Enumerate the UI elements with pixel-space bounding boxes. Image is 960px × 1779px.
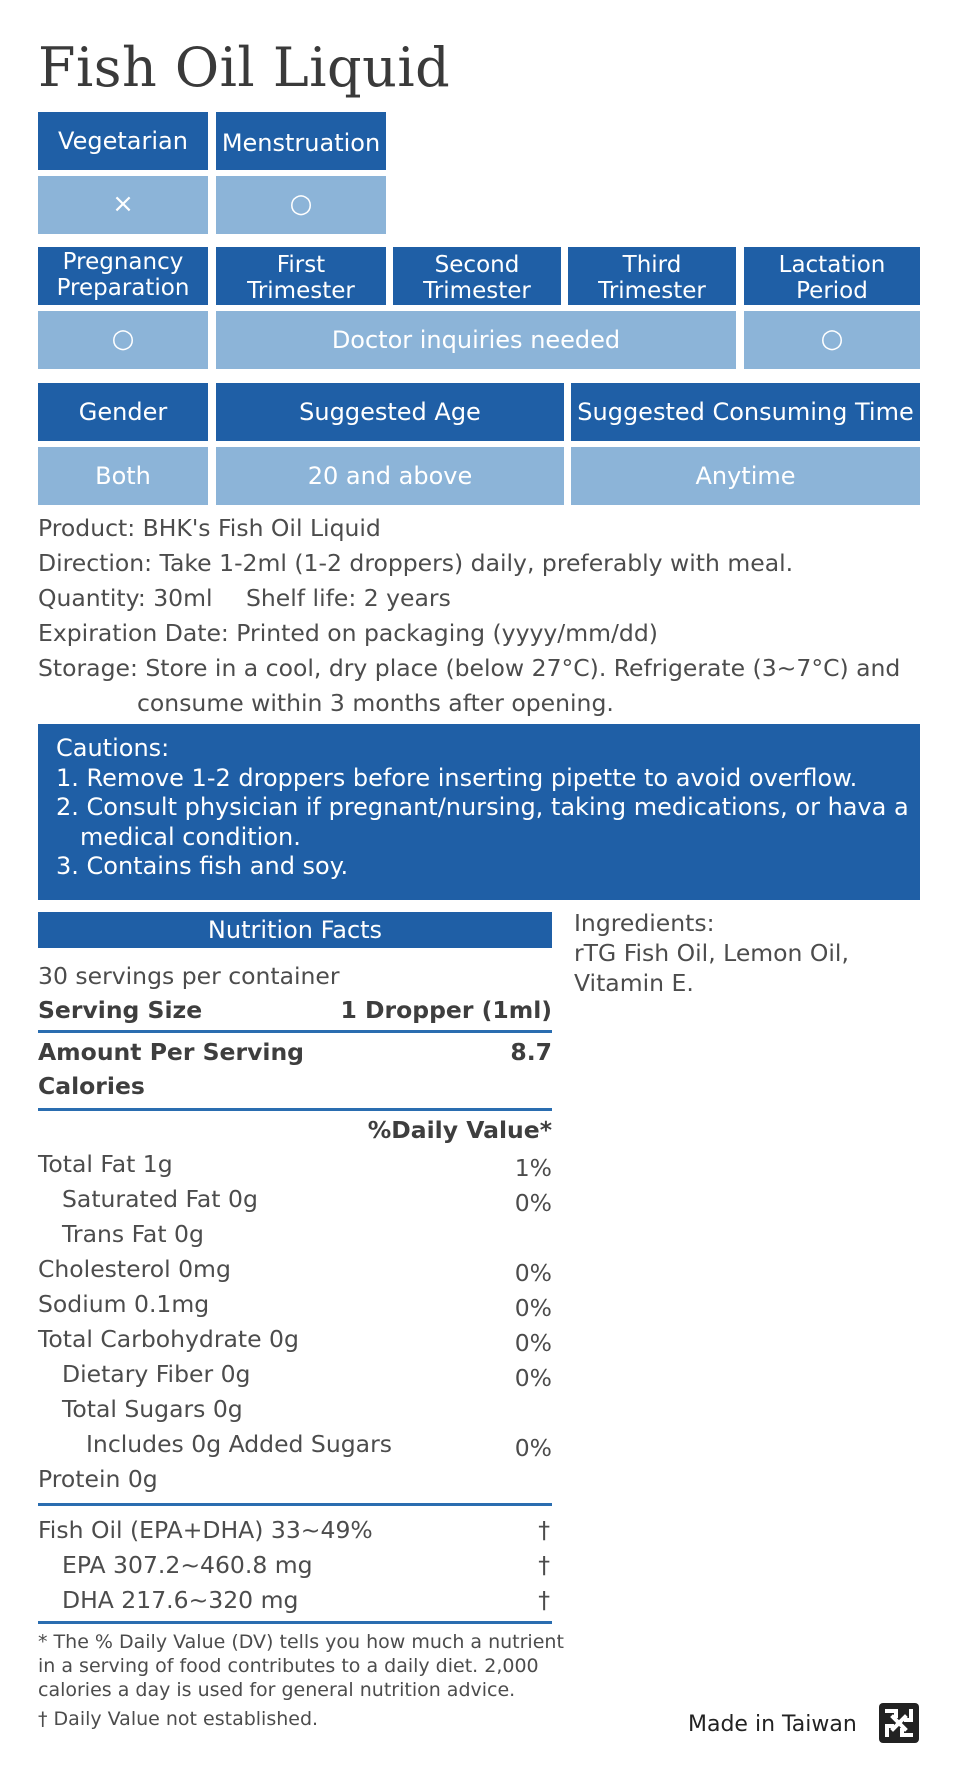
- value-suggested-consuming-time: Anytime: [571, 447, 920, 505]
- divider: [38, 1108, 552, 1111]
- header-menstruation: Menstruation: [216, 112, 386, 170]
- daily-value-footnote: [38, 1630, 564, 1702]
- nutrient-dv: 0%: [514, 1189, 552, 1217]
- caution-item-2: 2. Consult physician if pregnant/nursing, taking medications, or hava a: [56, 793, 909, 821]
- nutrient-dv: †: [538, 1586, 550, 1614]
- value-lactation-period: ○: [744, 311, 920, 369]
- footnote-line: in a serving of food contributes to a daily diet. 2,000: [38, 1655, 539, 1677]
- nutrient-dv: †: [538, 1516, 550, 1544]
- nutrient-label: Total Fat 1g: [38, 1150, 173, 1178]
- header-lactation-period: Lactation Period: [744, 247, 920, 305]
- header-suggested-age: Suggested Age: [216, 383, 564, 441]
- nutrient-label: Cholesterol 0mg: [38, 1255, 231, 1283]
- page-title: Fish Oil Liquid: [38, 36, 451, 99]
- footnote-line: * The % Daily Value (DV) tells you how much a nutrient: [38, 1631, 564, 1653]
- nutrient-label: Includes 0g Added Sugars: [86, 1430, 392, 1458]
- ingredients-line: Vitamin E.: [574, 969, 694, 997]
- dagger-footnote: † Daily Value not established.: [38, 1708, 319, 1730]
- nutrient-label: Protein 0g: [38, 1465, 158, 1493]
- nutrient-label: Sodium 0.1mg: [38, 1290, 210, 1318]
- nutrient-label: Total Carbohydrate 0g: [38, 1325, 299, 1353]
- header-first-trimester: First Trimester: [216, 247, 386, 305]
- storage: Storage: Store in a cool, dry place (below 27°C). Refrigerate (3~7°C) and: [38, 654, 901, 682]
- nutrient-label: Trans Fat 0g: [62, 1220, 204, 1248]
- header-suggested-consuming-time: Suggested Consuming Time: [571, 383, 920, 441]
- value-vegetarian: ×: [38, 176, 208, 234]
- serving-size-label: Serving Size: [38, 996, 203, 1024]
- product-name: Product: BHK's Fish Oil Liquid: [38, 514, 381, 542]
- direction: Direction: Take 1-2ml (1-2 droppers) daily, preferably with meal.: [38, 549, 794, 577]
- header-second-trimester: Second Trimester: [393, 247, 561, 305]
- header-third-trimester: Third Trimester: [568, 247, 736, 305]
- nutrient-dv: 0%: [514, 1294, 552, 1322]
- divider: [38, 1621, 552, 1624]
- value-pregnancy-preparation: ○: [38, 311, 208, 369]
- nutrient-dv: 0%: [514, 1329, 552, 1357]
- storage-continued: consume within 3 months after opening.: [137, 689, 614, 717]
- caution-item-2-continued: medical condition.: [80, 822, 301, 851]
- header-gender: Gender: [38, 383, 208, 441]
- caution-item-1: 1. Remove 1-2 droppers before inserting pipette to avoid overflow.: [56, 763, 858, 792]
- cautions-box: [38, 724, 920, 900]
- amount-per-serving-label: Amount Per Serving: [38, 1038, 305, 1066]
- value-suggested-age: 20 and above: [216, 447, 564, 505]
- nutrient-dv: †: [538, 1551, 550, 1579]
- serving-size-value: 1 Dropper (1ml): [340, 996, 552, 1024]
- nutrient-label: Fish Oil (EPA+DHA) 33~49%: [38, 1516, 373, 1544]
- made-in-label: Made in Taiwan: [688, 1712, 857, 1737]
- nutrient-label: Dietary Fiber 0g: [62, 1360, 251, 1388]
- nutrient-dv: 0%: [514, 1434, 552, 1462]
- header-vegetarian: Vegetarian: [38, 112, 208, 170]
- nutrient-label: Total Sugars 0g: [62, 1395, 243, 1423]
- shelf-life: Shelf life: 2 years: [246, 584, 451, 612]
- value-menstruation: ○: [216, 176, 386, 234]
- cautions-title: Cautions:: [56, 734, 170, 762]
- divider: [38, 1030, 552, 1033]
- header-pregnancy-preparation: Pregnancy Preparation: [38, 247, 208, 305]
- nutrient-label: EPA 307.2~460.8 mg: [62, 1551, 313, 1579]
- ingredients-line: rTG Fish Oil, Lemon Oil,: [574, 939, 849, 967]
- expiration-date: Expiration Date: Printed on packaging (yyyy/mm/dd): [38, 619, 658, 647]
- servings-per-container-text: 30 servings per container: [38, 962, 340, 990]
- nutrient-dv: 0%: [514, 1259, 552, 1287]
- nutrient-label: DHA 217.6~320 mg: [62, 1586, 299, 1614]
- nutrition-facts-header: Nutrition Facts: [38, 912, 552, 948]
- recycle-icon: [878, 1702, 920, 1748]
- daily-value-header: %Daily Value*: [367, 1116, 552, 1144]
- nutrient-dv: 0%: [514, 1364, 552, 1392]
- ingredients-title: Ingredients:: [574, 909, 715, 937]
- quantity: Quantity: 30ml: [38, 584, 213, 612]
- nutrient-label: Saturated Fat 0g: [62, 1185, 258, 1213]
- divider: [38, 1503, 552, 1506]
- value-gender: Both: [38, 447, 208, 505]
- caution-item-3: 3. Contains fish and soy.: [56, 852, 349, 880]
- footnote-line: calories a day is used for general nutrition advice.: [38, 1679, 516, 1701]
- nutrient-dv: 1%: [514, 1154, 552, 1182]
- calories-value: 8.7: [510, 1038, 552, 1066]
- value-trimesters: Doctor inquiries needed: [216, 311, 736, 369]
- ingredients: [574, 908, 849, 998]
- calories-label: Calories: [38, 1072, 145, 1100]
